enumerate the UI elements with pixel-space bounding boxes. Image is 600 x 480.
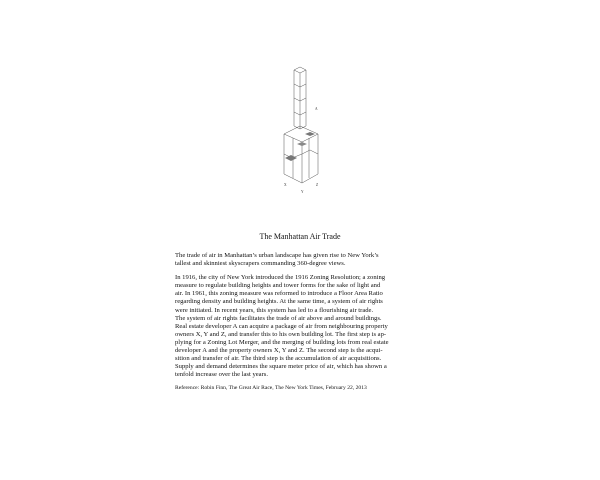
text-line: The system of air rights facilitates the trade of air above and around buildings.: [175, 314, 382, 322]
tower-a-top: [294, 67, 306, 73]
text-line: measure to regulate building heights and tower forms for the sake of light and: [175, 282, 381, 290]
label-a: A: [315, 107, 318, 111]
text-line: The trade of air in Manhattan’s urban landscape has given rise to New York’s: [175, 252, 379, 259]
text-line: tenfold increase over the last years.: [175, 371, 269, 379]
text-line: Supply and demand determines the square meter price of air, which has shown a: [175, 363, 387, 371]
document-title: The Manhattan Air Trade: [259, 232, 341, 241]
text-line: were initiated. In recent years, this system has led to a flourishing air trade.: [175, 306, 374, 314]
label-x: X: [284, 183, 287, 187]
body-paragraph: [175, 274, 425, 379]
text-line: plying for a Zoning Lot Merger, and the merging of building lots from real estate: [175, 338, 389, 346]
text-line: In 1916, the city of New York introduced the 1916 Zoning Resolution; a zoning: [175, 274, 386, 282]
text-block: [175, 252, 425, 392]
air-parcel-z: [305, 132, 315, 136]
air-trade-diagram: [272, 62, 332, 202]
intro-paragraph: [175, 252, 425, 268]
text-line: regarding density and building heights. At the same time, a system of air rights: [175, 298, 383, 306]
text-line: developer A and the property owners X, Y and Z. The second step is the acqui-: [175, 347, 383, 355]
text-line: Real estate developer A can acquire a package of air from neighbouring property: [175, 322, 388, 330]
air-parcel-y: [297, 142, 307, 146]
text-line: owners X, Y and Z, and transfer this to his own building lot. The first step is ap-: [175, 330, 387, 338]
text-line: air. In 1961, this zoning measure was reformed to introduce a Floor Area Ratio: [175, 290, 383, 298]
isometric-towers-drawing: [272, 62, 332, 202]
air-parcel-x: [285, 155, 297, 161]
text-line: sition and transfer of air. The third step is the accumulation of air acquisitions.: [175, 355, 382, 363]
label-z: Z: [316, 183, 319, 187]
reference-citation: Reference: Robin Finn, The Great Air Race, The New York Times, February 22, 2013: [175, 385, 367, 392]
text-line: tallest and skinniest skyscrapers commanding 360-degree views.: [175, 260, 346, 268]
label-y: Y: [301, 190, 304, 194]
